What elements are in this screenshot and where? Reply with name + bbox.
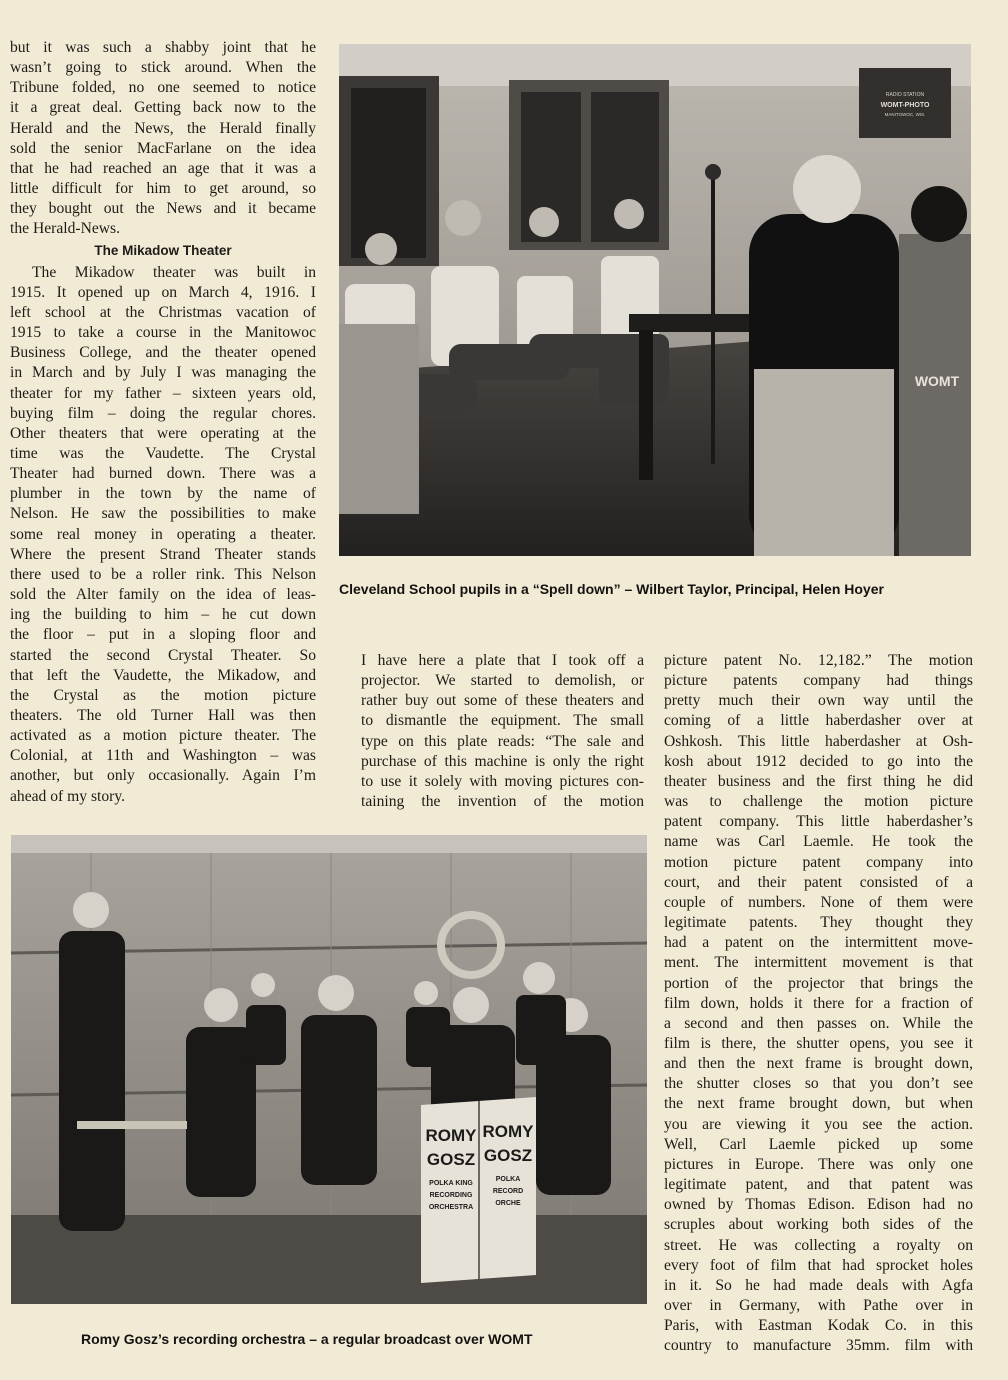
text-line: the Herald-News. (10, 220, 120, 238)
text-line: Paris, with Eastman Kodak Co. in this (664, 1317, 973, 1335)
text-line: a second and then passes on. While the (664, 1014, 973, 1032)
sign-line-1: RADIO STATION (885, 92, 925, 98)
text-line: ment. The intermittent movement is that (664, 954, 973, 972)
stand-left-line-5: ORCHESTRA (428, 1204, 474, 1211)
sign-line-2: WOMT-PHOTO (880, 102, 930, 109)
text-line: the Crystal as the motion picture (10, 686, 316, 704)
text-line: to dismantle the equipment. The small (361, 712, 644, 730)
text-line: theater business and the first thing he did (664, 772, 973, 790)
text-line: ahead of my story. (10, 787, 126, 805)
text-line: motion picture patent company into (664, 853, 973, 871)
text-line: rather buy out some of these theaters and (361, 692, 644, 710)
text-line: started the second Crystal Theater. So (10, 646, 316, 664)
photo-caption-spell-down: Cleveland School pupils in a “Spell down” – Wilbert Taylor, Principal, Helen Hoyer (339, 581, 884, 597)
stand-left-line-4: RECORDING (429, 1192, 473, 1199)
paragraph-projector-plate (339, 651, 644, 812)
text-line: the floor – put in a sloping floor and (10, 626, 316, 644)
text-line: plumber in the town by the name of (10, 485, 316, 503)
text-line: buying film – doing the regular chores. (10, 404, 316, 422)
text-line: that left the Vaudette, the Mikadow, and (10, 666, 316, 684)
text-line: Where the present Strand Theater stands (10, 545, 316, 563)
text-line: picture patents company had things (664, 672, 973, 690)
text-column-right (664, 651, 973, 1356)
text-line: and then the next frame is brought down, (664, 1055, 973, 1073)
text-line: theaters. The old Turner Hall was then (10, 707, 316, 724)
text-line: street. He was collecting a royalty on (664, 1236, 973, 1254)
text-line: I have here a plate that I took off a (361, 652, 644, 669)
text-line: sold the Alter family on the idea of leas- (10, 586, 316, 604)
text-line: owned by Thomas Edison. Edison had no (664, 1196, 973, 1214)
text-line: portion of the projector that brings the (664, 974, 973, 992)
chair-womt-text: WOMT (914, 373, 960, 389)
stand-left-line-2: GOSZ (426, 1150, 476, 1169)
text-line: The Mikadow theater was built in (32, 263, 316, 281)
text-line: but it was such a shabby joint that he (10, 39, 316, 56)
stand-left-line-3: POLKA KING (429, 1180, 473, 1187)
text-line: Tribune folded, no one seemed to notice (10, 79, 316, 97)
text-line: taining the invention of the motion (361, 793, 644, 811)
photo-caption-orchestra: Romy Gosz’s recording orchestra – a regular broadcast over WOMT (81, 1331, 533, 1347)
text-line: patent company. This little haberdasher’s (664, 813, 973, 831)
text-line: type on this plate reads: “The sale and (361, 732, 644, 750)
text-line: little difficult for him to get around, so (10, 180, 316, 198)
text-line: Business College, and the theater opened (10, 344, 316, 362)
text-line: the shutter closes so that you don’t see (664, 1075, 973, 1093)
text-line: pictures in Europe. There was only one (664, 1155, 973, 1173)
text-line: Nelson. He saw the possibilities to make (10, 505, 316, 523)
text-line: Oshkosh. This little haberdasher at Osh- (664, 732, 973, 750)
text-line: scruples about working both sides of the (664, 1216, 973, 1234)
text-line: film is there, the shutter opens, you see it (664, 1034, 973, 1052)
photo-orchestra (11, 835, 647, 1304)
text-line: couple of numbers. None of them were (664, 893, 973, 911)
text-column-middle (339, 651, 644, 812)
stand-right-line-4: RECORD (492, 1188, 524, 1195)
stand-right-line-2: GOSZ (483, 1146, 533, 1165)
stand-left-line-1: ROMY (425, 1126, 477, 1145)
text-line: sold the senior MacFarlane on the idea (10, 139, 316, 157)
section-heading: The Mikadow Theater (94, 242, 232, 258)
paragraph-mikadow (10, 263, 316, 807)
text-line: had a patent on the intermittent move- (664, 934, 973, 952)
text-line: 1915. It opened up on March 4, 1916. I (10, 283, 316, 301)
text-line: ing the building to him – he cut down (10, 606, 316, 624)
stand-right-line-1: ROMY (482, 1122, 534, 1141)
text-line: in March and by July I was managing the (10, 364, 316, 382)
text-line: to use it solely with moving pictures con- (361, 772, 644, 790)
text-line: film down, holds it there for a fraction of (664, 994, 973, 1012)
photo-spell-down (339, 44, 971, 556)
text-line: time was the Vaudette. The Crystal (10, 444, 316, 462)
text-line: they bought out the News and it became (10, 200, 316, 218)
text-line: theater for my father – sixteen years old, (10, 384, 316, 402)
text-line: the next frame brought down, but when (664, 1095, 973, 1113)
text-line: another, but only occasionally. Again I’m (10, 767, 316, 785)
text-line: Theater had burned down. There was a (10, 465, 316, 483)
text-line: Other theaters that were operating at the (10, 424, 316, 442)
text-line: country to manufacture 35mm. film with (664, 1337, 973, 1355)
text-line: it a great deal. Getting back now to the (10, 99, 316, 117)
text-column-left (10, 38, 316, 807)
text-line: Well, Carl Laemle picked up some (664, 1135, 973, 1153)
text-line: 1915 to take a course in the Manitowoc (10, 324, 316, 342)
text-line: wasn’t going to stick around. When the (10, 59, 316, 77)
stand-right-line-3: POLKA (495, 1176, 521, 1183)
text-line: kosh about 1912 decided to go into the (664, 752, 973, 770)
text-line: in it. So he had made deals with Agfa (664, 1276, 973, 1294)
text-line: name was Carl Laemle. He took the (664, 833, 973, 851)
text-line: left school at the Christmas vacation of (10, 303, 316, 321)
text-line: Colonial, at 11th and Washington – was (10, 747, 316, 765)
text-line: court, and their patent consisted of a (664, 873, 973, 891)
text-line: legitimate patents. They thought they (664, 914, 973, 932)
text-line: every foot of film that had sprocket holes (664, 1256, 973, 1274)
text-line: that he had reached an age that it was a (10, 159, 316, 177)
paragraph-patent-company (664, 651, 973, 1356)
text-line: legitimate patent, and that patent was (664, 1176, 973, 1194)
text-line: pretty much their own way until the (664, 692, 973, 710)
text-line: projector. We started to demolish, or (361, 672, 644, 690)
sign-line-3: MANITOWOC, WIS. (884, 112, 926, 117)
paragraph-herald-news (10, 38, 316, 240)
text-line: purchase of this machine is only the right (361, 752, 644, 770)
text-line: you are viewing it you see the action. (664, 1115, 973, 1133)
text-line: coming of a little haberdasher over at (664, 712, 973, 730)
text-line: picture patent No. 12,182.” The motion (664, 652, 973, 669)
stand-right-line-5: ORCHE (495, 1200, 521, 1207)
text-line: there used to be a roller rink. This Nelson (10, 565, 316, 583)
text-line: some real money in operating a theater. (10, 525, 316, 543)
text-line: over in Germany, with Pathe over in (664, 1297, 973, 1314)
text-line: activated as a motion picture theater. The (10, 727, 316, 745)
text-line: was to challenge the motion picture (664, 793, 973, 811)
text-line: Herald and the News, the Herald finally (10, 119, 316, 137)
